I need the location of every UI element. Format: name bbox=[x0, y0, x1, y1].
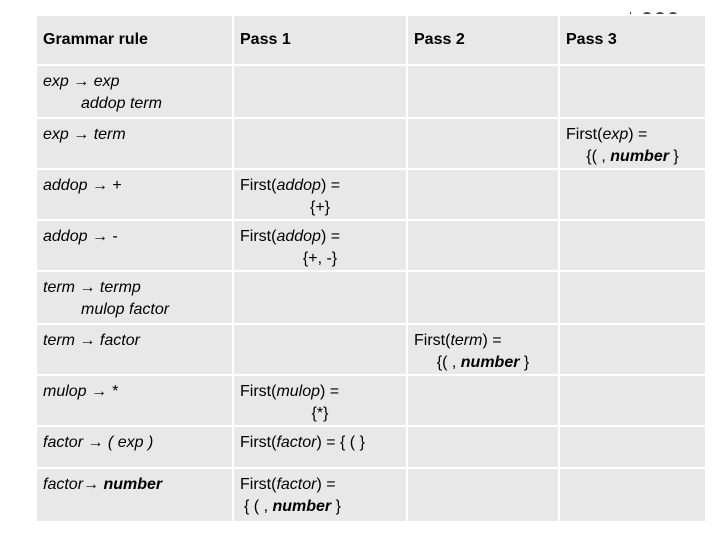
pass-2-cell bbox=[407, 468, 559, 522]
first-set-value: {*} bbox=[311, 405, 329, 422]
table-row bbox=[36, 65, 706, 118]
pass-3-cell bbox=[559, 118, 706, 169]
pass-2-cell bbox=[407, 324, 559, 375]
pass-1-cell bbox=[233, 324, 407, 375]
grammar-rule-cell bbox=[36, 375, 233, 426]
pass-3-cell bbox=[559, 324, 706, 375]
table-row bbox=[36, 271, 706, 324]
first-set-value: {( , number } bbox=[436, 354, 530, 371]
rule-lhs: addop bbox=[43, 228, 88, 245]
pass-1-cell bbox=[233, 426, 407, 468]
grammar-rule-cell bbox=[36, 118, 233, 169]
pass-1-cell bbox=[233, 375, 407, 426]
pass-2-cell bbox=[407, 169, 559, 220]
table-row bbox=[36, 375, 706, 426]
pass-1-cell bbox=[233, 271, 407, 324]
rule-rhs-continued: mulop factor bbox=[81, 301, 170, 318]
rule-rhs: ( exp ) bbox=[107, 434, 154, 451]
rule-rhs-continued: addop term bbox=[81, 95, 162, 112]
table-row bbox=[36, 324, 706, 375]
table-row bbox=[36, 220, 706, 271]
pass-3-cell bbox=[559, 169, 706, 220]
rule-rhs: termp bbox=[99, 279, 141, 296]
grammar-rule-cell bbox=[36, 324, 233, 375]
pass-3-cell bbox=[559, 65, 706, 118]
arrow-icon: → bbox=[91, 383, 108, 400]
grammar-rule-cell bbox=[36, 468, 233, 522]
header-grammar-rule: Grammar rule bbox=[36, 15, 233, 65]
rule-rhs: * bbox=[111, 383, 118, 400]
table-row bbox=[36, 169, 706, 220]
pass-2-cell bbox=[407, 118, 559, 169]
arrow-icon: → bbox=[73, 126, 90, 143]
first-set-value: {+, -} bbox=[302, 250, 338, 267]
first-set-label: First(term) = bbox=[414, 332, 502, 349]
table-row bbox=[36, 118, 706, 169]
arrow-icon: → bbox=[79, 332, 96, 349]
first-set-value: {+} bbox=[309, 199, 331, 216]
rule-rhs: factor bbox=[99, 332, 140, 349]
rule-lhs: exp bbox=[43, 126, 69, 143]
first-set-label: First(addop) = bbox=[240, 177, 341, 194]
first-set-value: {( , number } bbox=[586, 148, 679, 165]
pass-2-cell bbox=[407, 271, 559, 324]
arrow-icon: → bbox=[91, 228, 108, 245]
pass-3-cell bbox=[559, 271, 706, 324]
rule-lhs: addop bbox=[43, 177, 88, 194]
arrow-icon: → bbox=[79, 279, 96, 296]
pass-2-cell bbox=[407, 65, 559, 118]
pass-1-cell bbox=[233, 65, 407, 118]
arrow-icon: → bbox=[83, 476, 100, 493]
grammar-rule-cell bbox=[36, 220, 233, 271]
pass-1-cell bbox=[233, 468, 407, 522]
first-set-label: First(exp) = bbox=[566, 126, 648, 143]
rule-lhs: mulop bbox=[43, 383, 87, 400]
rule-rhs: term bbox=[93, 126, 126, 143]
rule-lhs: exp bbox=[43, 73, 69, 90]
pass-1-cell bbox=[233, 169, 407, 220]
pass-3-cell bbox=[559, 220, 706, 271]
pass-2-cell bbox=[407, 426, 559, 468]
rule-rhs: - bbox=[112, 228, 118, 245]
arrow-icon: → bbox=[73, 73, 90, 90]
rule-rhs: + bbox=[112, 177, 122, 194]
table-row bbox=[36, 468, 706, 522]
first-set-label: First(factor) = bbox=[240, 476, 336, 493]
rule-lhs: factor bbox=[43, 434, 84, 451]
arrow-icon: → bbox=[91, 177, 108, 194]
pass-3-cell bbox=[559, 468, 706, 522]
header-pass-1: Pass 1 bbox=[233, 15, 407, 65]
pass-1-cell bbox=[233, 118, 407, 169]
pass-1-cell bbox=[233, 220, 407, 271]
grammar-rule-cell bbox=[36, 426, 233, 468]
first-set-label: First(mulop) = bbox=[240, 383, 340, 400]
first-set-table bbox=[35, 14, 707, 523]
header-pass-3: Pass 3 bbox=[559, 15, 706, 65]
first-set-value: { ( , number } bbox=[244, 498, 341, 515]
first-set-label: First(factor) = { ( } bbox=[240, 434, 365, 451]
pass-2-cell bbox=[407, 220, 559, 271]
arrow-icon: → bbox=[87, 434, 104, 451]
table-row bbox=[36, 426, 706, 468]
rule-lhs: factor bbox=[43, 476, 84, 493]
pass-3-cell bbox=[559, 375, 706, 426]
rule-lhs: term bbox=[43, 279, 75, 296]
first-set-label: First(addop) = bbox=[240, 228, 341, 245]
grammar-rule-cell bbox=[36, 65, 233, 118]
pass-3-cell bbox=[559, 426, 706, 468]
grammar-rule-cell bbox=[36, 271, 233, 324]
rule-lhs: term bbox=[43, 332, 75, 349]
grammar-rule-cell bbox=[36, 169, 233, 220]
rule-rhs: exp bbox=[93, 73, 120, 90]
header-pass-2: Pass 2 bbox=[407, 15, 559, 65]
header-row bbox=[36, 15, 706, 65]
rule-rhs: number bbox=[103, 476, 163, 493]
pass-2-cell bbox=[407, 375, 559, 426]
